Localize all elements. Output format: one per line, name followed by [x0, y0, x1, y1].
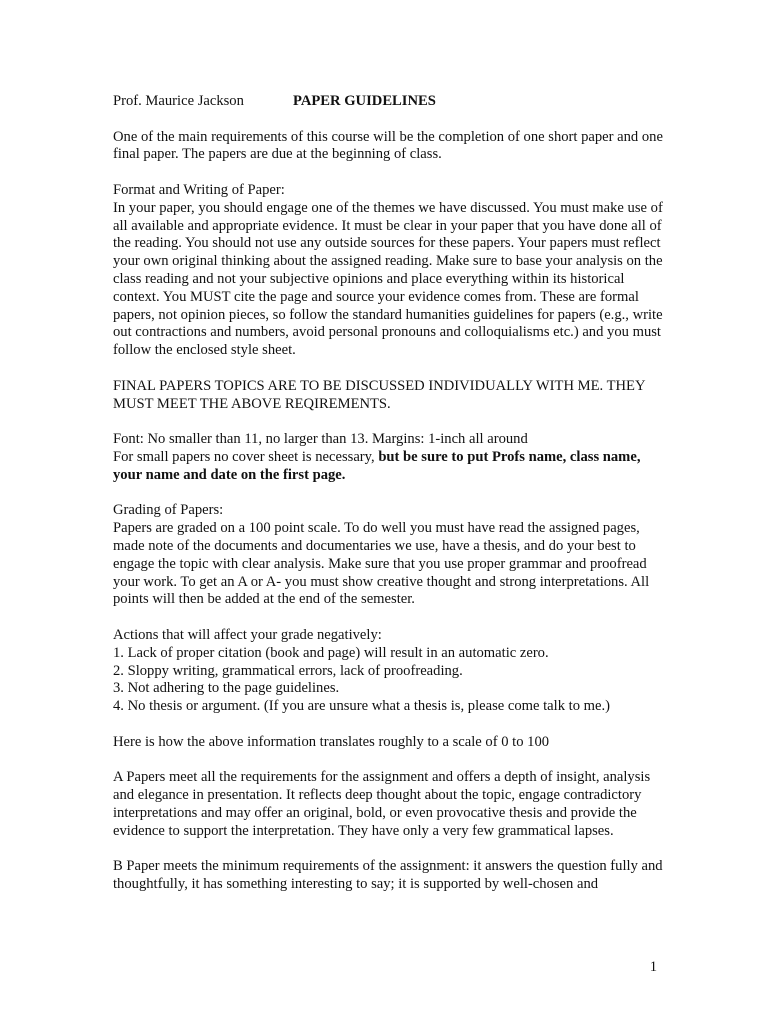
- font-rules-line: Font: No smaller than 11, no larger than 13. Margins: 1-inch all around: [113, 431, 528, 448]
- spacer: [113, 111, 663, 129]
- spacer: [113, 609, 663, 627]
- a-paper-description: A Papers meet all the requirements for the assignment and offers a depth of insight, analysis and elegance in presentation. It reflects deep thought about the topic, engage contradictory interpretations and may offer an original, bold, or even provocative thesis and provide the evidence to support the interpretation. They have only a very few grammatical lapses.: [113, 769, 651, 839]
- spacer: [113, 716, 663, 734]
- spacer: [113, 164, 663, 182]
- actions-heading: Actions that will affect your grade negatively:: [113, 626, 382, 643]
- professor-name: Prof. Maurice Jackson: [113, 93, 244, 109]
- cover-sheet-rule: [113, 449, 663, 485]
- format-heading: Format and Writing of Paper:: [113, 181, 285, 198]
- actions-list-item: 2. Sloppy writing, grammatical errors, lack of proofreading.: [113, 662, 463, 679]
- format-paragraph: In your paper, you should engage one of the themes we have discussed. You must make use of all available and appropriate evidence. It must be clear in your paper that you have done all of the reading. You should not use any outside sources for these papers. Your papers must reflect your own original thinking about the assigned reading. Make sure to base your analysis on the class reading and not your subjective opinions and place everything within its historical context. You MUST cite the page and source your evidence comes from. These are formal papers, not opinion pieces, so follow the standard humanities guidelines for papers (e.g., write out contractions and numbers, avoid personal pronouns and colloquialisms etc.) and you must follow the enclosed style sheet.: [113, 199, 663, 359]
- actions-list-item: 4. No thesis or argument. (If you are unsure what a thesis is, please come talk to me.): [113, 698, 610, 715]
- b-paper-description: B Paper meets the minimum requirements of the assignment: it answers the question fully and thoughtfully, it has something interesting to say; it is supported by well-chosen and: [113, 858, 663, 893]
- cover-sheet-rule-emphasis: but be sure to put Profs name, class name, your name and date on the first page.: [113, 448, 641, 483]
- grading-paragraph: Papers are graded on a 100 point scale. To do well you must have read the assigned pages, made note of the documents and documentaries we use, have a thesis, and do your best to engage the topic with clear analysis. Make sure that you use proper grammar and proofread your work. To get an A or A- you must show creative thought and strong interpretations. All points will then be added at the end of the semester.: [113, 520, 650, 608]
- cover-sheet-rule-text: For small papers no cover sheet is necessary,: [113, 448, 379, 465]
- grading-heading: Grading of Papers:: [113, 502, 224, 519]
- spacer: [113, 413, 663, 431]
- actions-list-item: 3. Not adhering to the page guidelines.: [113, 680, 340, 697]
- actions-list: [113, 645, 663, 716]
- spacer: [113, 360, 663, 378]
- document-header: [113, 93, 663, 111]
- final-topics-notice: FINAL PAPERS TOPICS ARE TO BE DISCUSSED INDIVIDUALLY WITH ME. THEY MUST MEET THE ABOVE REQIREMENTS.: [113, 377, 645, 412]
- intro-paragraph: One of the main requirements of this course will be the completion of one short paper and one final paper. The papers are due at the beginning of class.: [113, 128, 663, 163]
- document-title: PAPER GUIDELINES: [293, 93, 436, 109]
- spacer: [113, 751, 663, 769]
- spacer: [113, 485, 663, 503]
- document-page: [113, 93, 663, 894]
- actions-list-item: 1. Lack of proper citation (book and page) will result in an automatic zero.: [113, 644, 549, 661]
- scale-intro: Here is how the above information translates roughly to a scale of 0 to 100: [113, 733, 550, 750]
- page-number: 1: [649, 959, 657, 975]
- spacer: [113, 840, 663, 858]
